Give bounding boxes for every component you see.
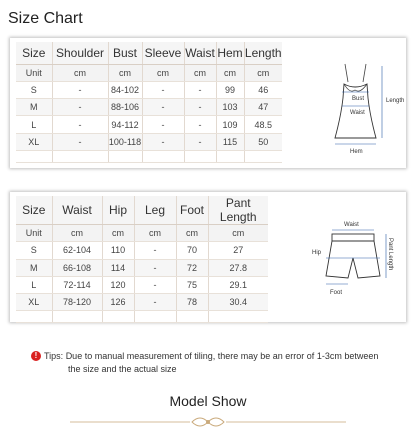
table-header-row (16, 42, 282, 64)
table-cell: - (184, 99, 216, 116)
column-header: Size (16, 196, 52, 225)
table-cell: cm (102, 225, 134, 242)
shorts-figure (310, 218, 404, 304)
table-cell (16, 311, 52, 323)
table-cell (16, 150, 52, 162)
table-cell: 126 (102, 294, 134, 311)
table-cell: M (16, 259, 52, 276)
table-cell (102, 311, 134, 323)
table-cell: 75 (176, 276, 208, 293)
table-cell: M (16, 99, 52, 116)
table-cell: cm (52, 225, 102, 242)
table-cell: - (134, 294, 176, 311)
table-cell (134, 311, 176, 323)
table-cell: 115 (216, 133, 244, 150)
column-header: Shoulder (52, 42, 108, 64)
table-cell: 120 (102, 276, 134, 293)
tips-line2: the size and the actual size (68, 364, 177, 374)
table-cell: cm (176, 225, 208, 242)
table-cell: - (134, 242, 176, 259)
table-cell: cm (108, 64, 142, 81)
table-cell: L (16, 116, 52, 133)
table-cell (184, 150, 216, 162)
column-header: Waist (184, 42, 216, 64)
page-title: Size Chart (8, 10, 83, 27)
table-cell: 94-112 (108, 116, 142, 133)
table-cell: 72 (176, 259, 208, 276)
table-cell: 62-104 (52, 242, 102, 259)
table-row (16, 133, 282, 150)
table-cell (216, 150, 244, 162)
table-cell: 29.1 (208, 276, 268, 293)
table-cell: 84-102 (108, 81, 142, 98)
length-label: Length (386, 98, 405, 104)
table-cell (208, 311, 268, 323)
table-cell (108, 150, 142, 162)
table-cell: - (134, 276, 176, 293)
table-cell: 66-108 (52, 259, 102, 276)
bottom-size-card (10, 192, 406, 322)
column-header: Hem (216, 42, 244, 64)
table-cell (52, 150, 108, 162)
shorts-waist-label: Waist (344, 222, 359, 228)
column-header: Leg (134, 196, 176, 225)
table-row (16, 276, 268, 293)
table-cell: - (142, 116, 184, 133)
tips-label: Tips: (44, 351, 64, 361)
tips-line1: Due to manual measurement of tiling, there may be an error of 1-3cm between (65, 351, 379, 361)
table-cell: Unit (16, 64, 52, 81)
table-cell: 50 (244, 133, 282, 150)
column-header: Hip (102, 196, 134, 225)
table-row (16, 81, 282, 98)
table-row (16, 294, 268, 311)
table-cell: 27 (208, 242, 268, 259)
hip-label: Hip (312, 250, 322, 256)
table-cell: - (142, 133, 184, 150)
table-cell: - (142, 99, 184, 116)
table-cell: - (52, 99, 108, 116)
table-cell: 47 (244, 99, 282, 116)
table-cell (244, 150, 282, 162)
table-cell: XL (16, 294, 52, 311)
table-cell: 110 (102, 242, 134, 259)
table-cell: cm (134, 225, 176, 242)
ornament-divider (60, 412, 356, 432)
table-cell: 30.4 (208, 294, 268, 311)
table-cell: 70 (176, 242, 208, 259)
tips-note (30, 350, 390, 376)
table-cell: cm (216, 64, 244, 81)
column-header: Waist (52, 196, 102, 225)
column-header: Sleeve (142, 42, 184, 64)
table-cell: 46 (244, 81, 282, 98)
table-unit-row (16, 225, 268, 242)
table-cell: - (142, 81, 184, 98)
table-unit-row (16, 64, 282, 81)
table-cell: 88-106 (108, 99, 142, 116)
column-header: Pant Length (208, 196, 268, 225)
table-cell: - (52, 81, 108, 98)
table-cell: cm (208, 225, 268, 242)
table-spacer-row (16, 150, 282, 162)
table-header-row (16, 196, 268, 225)
table-cell: - (184, 81, 216, 98)
table-cell (52, 311, 102, 323)
table-cell: 103 (216, 99, 244, 116)
table-row (16, 259, 268, 276)
foot-label: Foot (330, 290, 343, 296)
table-cell: - (52, 116, 108, 133)
table-cell: 78-120 (52, 294, 102, 311)
camisole-figure (322, 60, 406, 160)
table-cell: L (16, 276, 52, 293)
waist-label: Waist (350, 110, 365, 116)
exclamation-icon: ! (31, 351, 41, 361)
table-cell: - (52, 133, 108, 150)
table-cell: 109 (216, 116, 244, 133)
table-cell: cm (142, 64, 184, 81)
table-cell: S (16, 81, 52, 98)
model-show-title: Model Show (169, 393, 247, 409)
table-cell: 99 (216, 81, 244, 98)
table-row (16, 242, 268, 259)
table-row (16, 116, 282, 133)
bottom-size-table (16, 196, 268, 323)
table-cell: 27.8 (208, 259, 268, 276)
top-size-card (10, 38, 406, 168)
table-cell: 48.5 (244, 116, 282, 133)
table-cell (176, 311, 208, 323)
table-cell (142, 150, 184, 162)
column-header: Foot (176, 196, 208, 225)
table-cell: 114 (102, 259, 134, 276)
table-cell: - (134, 259, 176, 276)
hem-label: Hem (350, 149, 363, 155)
table-cell: XL (16, 133, 52, 150)
bust-label: Bust (352, 96, 365, 102)
table-cell: cm (52, 64, 108, 81)
table-cell: 78 (176, 294, 208, 311)
table-cell: cm (184, 64, 216, 81)
table-cell: 72-114 (52, 276, 102, 293)
column-header: Bust (108, 42, 142, 64)
table-cell: cm (244, 64, 282, 81)
column-header: Length (244, 42, 282, 64)
table-cell: Unit (16, 225, 52, 242)
table-cell: 100-118 (108, 133, 142, 150)
table-cell: - (184, 116, 216, 133)
table-cell: - (184, 133, 216, 150)
table-cell: S (16, 242, 52, 259)
pant-length-label: Pant Length (387, 238, 393, 271)
top-size-table (16, 42, 282, 163)
table-spacer-row (16, 311, 268, 323)
column-header: Size (16, 42, 52, 64)
table-row (16, 99, 282, 116)
